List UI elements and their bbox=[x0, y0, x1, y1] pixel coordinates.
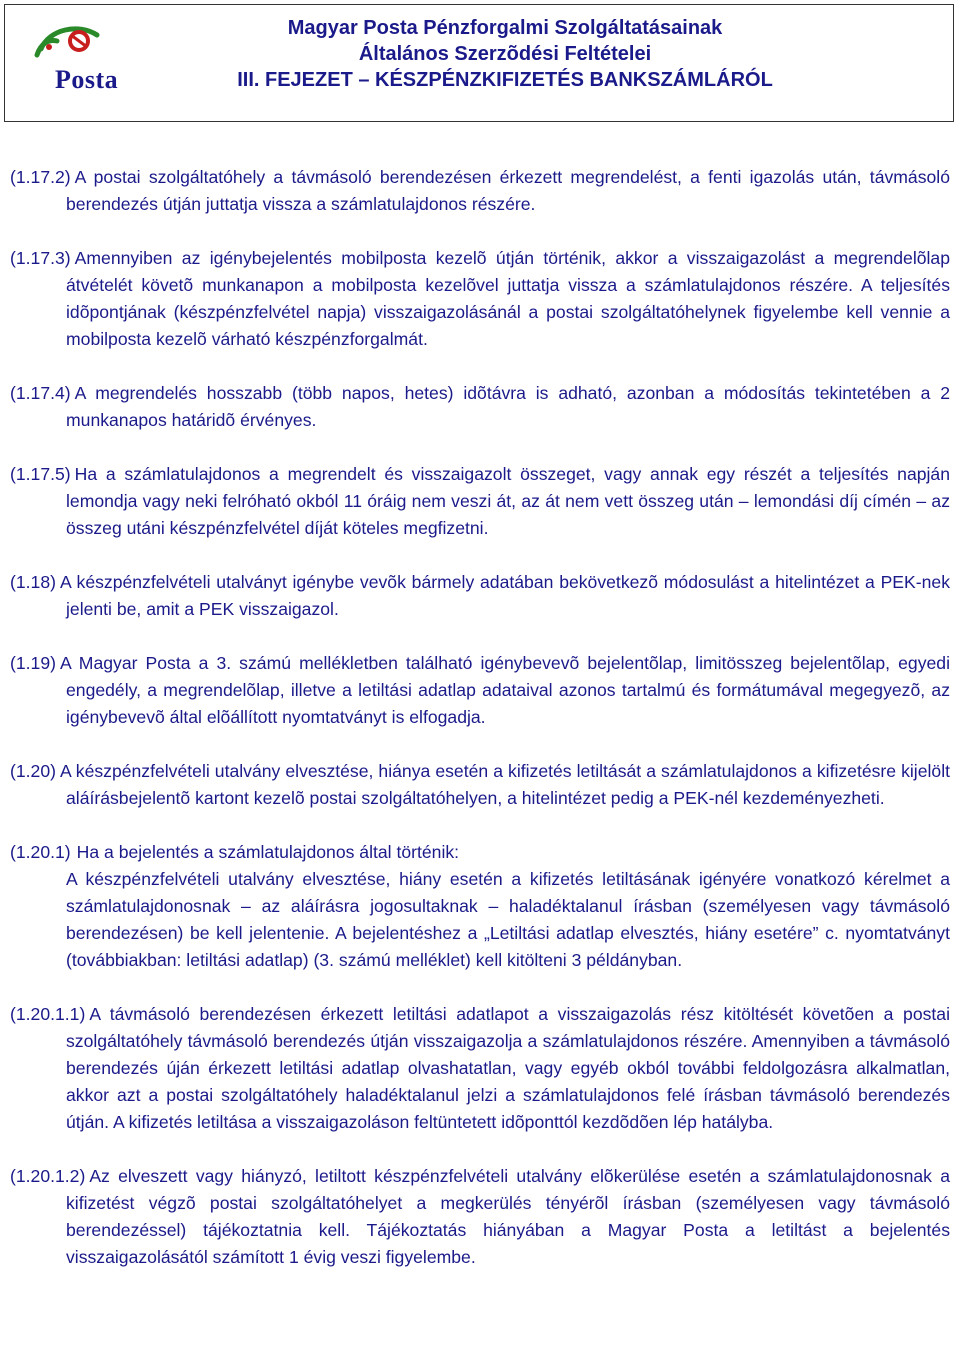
paragraph-text: Ha a számlatulajdonos a megrendelt és visszaigazolt összeget, vagy annak egy részét a teljesítés napján lemondja vagy neki felróható okból 11 óráig nem veszi át, az át nem vett összeg után – lemondási díj címén – az összeg utáni készpénzfelvétel díját köteles megfizetni. bbox=[66, 464, 950, 538]
paragraph-text: A készpénzfelvételi utalvány elvesztése, hiánya esetén a kifizetés letiltását a számlatulajdonos a kifizetésre kijelölt aláírásbejelentõ kartont kezelõ postai szolgáltatóhelyen, a hitelintézet pedig a PEK-nél kezdeményezheti. bbox=[59, 761, 950, 808]
paragraph-subtext: A készpénzfelvételi utalvány elvesztése, hiány esetén a kifizetés letiltásának igényére vonatkozó kérelmet a számlatulajdonosnak – az aláírásra jogosultaknak – haladéktalanul írásban (személyesen vagy távmásoló berendezésen) be kell jelentenie. A bejelentéshez a „Letiltási adatlap elvesztés, hiány esetére” c. nyomtatványt (továbbiakban: letiltási adatlap) (3. számú melléklet) kell kitölteni 3 példányban. bbox=[66, 869, 950, 970]
paragraph bbox=[10, 1163, 950, 1271]
paragraph-text: Amennyiben az igénybejelentés mobilposta kezelõ útján történik, akkor a visszaigazolást a megrendelõlap átvételét követõ munkanapon a mobilposta kezelõvel juttatja vissza a számlatulajdonos részére. A teljesítés idõpontjának (készpénzfelvétel napja) visszaigazolásánál a postai szolgáltatóhelynek figyelembe kell vennie a mobilposta kezelõ várható készpénzforgalmát. bbox=[66, 248, 950, 349]
posta-logo bbox=[19, 19, 129, 94]
paragraph bbox=[10, 1001, 950, 1136]
header-title-line-3: III. FEJEZET – KÉSZPÉNZKIFIZETÉS BANKSZÁMLÁRÓL bbox=[237, 69, 773, 91]
paragraph-label: (1.17.2) bbox=[10, 167, 71, 187]
paragraph-text: Az elveszett vagy hiányzó, letiltott készpénzfelvételi utalvány elõkerülése esetén a számlatulajdonosnak a kifizetést végzõ postai szolgáltatóhelyet a megkerülés tényérõl írásban (személyesen vagy távmásoló berendezéssel) tájékoztatnia kell. Tájékoztatás hiányában a Magyar Posta a letiltást a bejelentés visszaigazolásától számított 1 évig veszi figyelembe. bbox=[66, 1166, 950, 1267]
document-header bbox=[4, 4, 954, 122]
paragraph-text: A megrendelés hosszabb (több napos, hetes) idõtávra is adható, azonban a módosítás tekintetében a 2 munkanapos határidõ érvényes. bbox=[66, 383, 950, 430]
paragraph bbox=[10, 839, 950, 974]
document-body bbox=[10, 164, 950, 1298]
paragraph bbox=[10, 461, 950, 542]
paragraph bbox=[10, 569, 950, 623]
paragraph-label: (1.20) bbox=[10, 761, 56, 781]
paragraph bbox=[10, 380, 950, 434]
paragraph bbox=[10, 650, 950, 731]
logo-text: Posta bbox=[55, 65, 119, 94]
paragraph-label: (1.17.5) bbox=[10, 464, 71, 484]
paragraph bbox=[10, 245, 950, 353]
paragraph-text: A postai szolgáltatóhely a távmásoló berendezésen érkezett megrendelést, a fenti igazolás után, távmásoló berendezés útján juttatja vissza a számlatulajdonos részére. bbox=[66, 167, 950, 214]
paragraph-label: (1.20.1.1) bbox=[10, 1004, 86, 1024]
header-title-line-1: Magyar Posta Pénzforgalmi Szolgáltatásainak bbox=[287, 17, 723, 39]
header-title-line-2: Általános Szerzõdési Feltételei bbox=[358, 43, 652, 65]
paragraph bbox=[10, 758, 950, 812]
paragraph-text: Ha a bejelentés a számlatulajdonos által történik: bbox=[76, 842, 460, 862]
paragraph-label: (1.17.3) bbox=[10, 248, 71, 268]
paragraph-label: (1.18) bbox=[10, 572, 56, 592]
paragraph-label: (1.20.1.2) bbox=[10, 1166, 86, 1186]
paragraph-label: (1.17.4) bbox=[10, 383, 71, 403]
paragraph-text: A készpénzfelvételi utalványt igénybe vevõk bármely adatában bekövetkezõ módosulást a hitelintézet a PEK-nek jelenti be, amit a PEK visszaigazol. bbox=[59, 572, 950, 619]
paragraph-text: A távmásoló berendezésen érkezett letiltási adatlapot a visszaigazolás rész kitöltését követõen a postai szolgáltatóhely távmásoló berendezés útján visszaigazolja a számlatulajdonos részére. Amennyiben a távmásoló berendezés úján érkezett letiltási adatlap olvashatatlan, vagy egyéb okból további feldolgozásra alkalmatlan, akkor azt a postai szolgáltatóhely haladéktalanul jelzi a számlatulajdonos felé írásban távmásoló berendezés útján. A kifizetés letiltása a visszaigazoláson feltüntetett idõponttól kezdõdõen lép hatályba. bbox=[66, 1004, 950, 1132]
paragraph-label: (1.20.1) bbox=[10, 842, 71, 862]
paragraph-text: A Magyar Posta a 3. számú mellékletben található igénybevevõ bejelentõlap, limitösszeg bejelentõlap, egyedi engedély, a megrendelõlap, illetve a letiltási adatlap adataival azonos tartalmú és formátumával megegyezõ, az igénybevevõ által elõállított nyomtatványt is elfogadja. bbox=[59, 653, 950, 727]
paragraph bbox=[10, 164, 950, 218]
paragraph-label: (1.19) bbox=[10, 653, 56, 673]
